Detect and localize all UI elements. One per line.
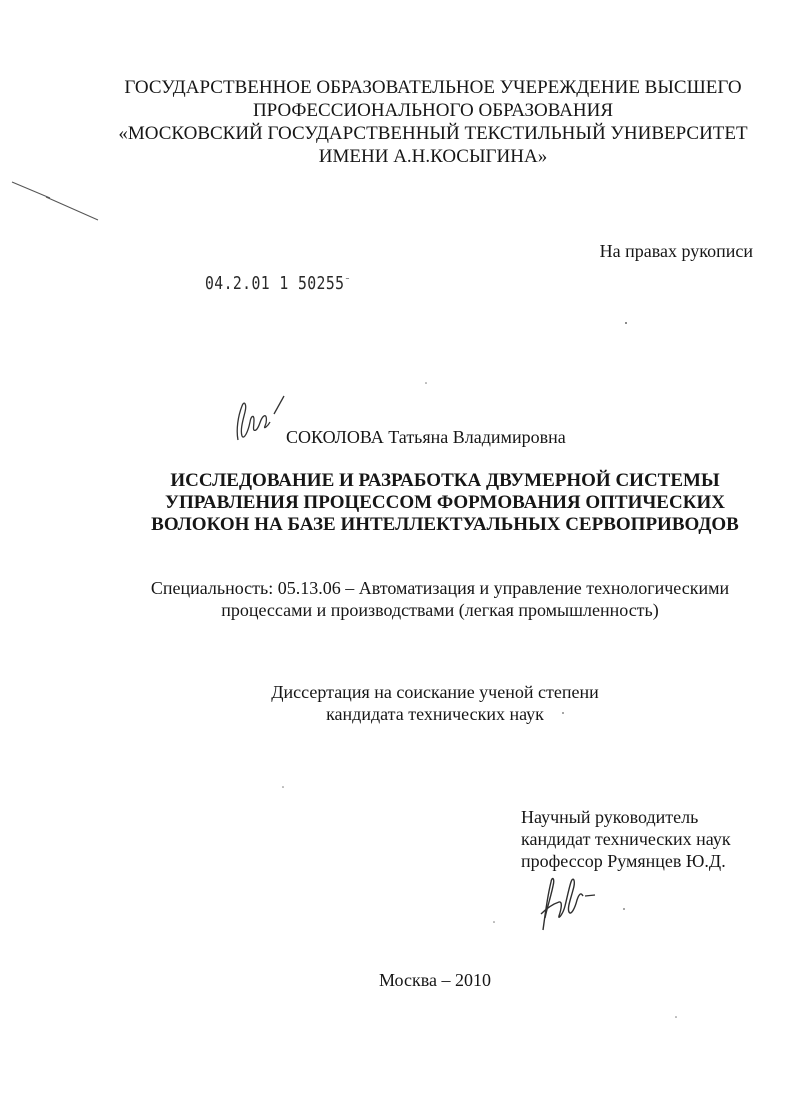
author-name: СОКОЛОВА Татьяна Владимировна <box>286 427 566 447</box>
degree-line: кандидата технических наук <box>326 704 544 724</box>
institution-line: ИМЕНИ А.Н.КОСЫГИНА» <box>318 146 548 167</box>
specialty-line: процессами и производствами (легкая промышленность) <box>221 600 659 620</box>
degree-line: Диссертация на соискание ученой степени <box>271 682 599 702</box>
city-year: Москва – 2010 <box>379 970 491 990</box>
supervisor-line: кандидат технических наук <box>521 829 731 849</box>
scan-mark-line <box>10 178 100 223</box>
degree-block <box>200 681 670 725</box>
manuscript-rights-note: На правах рукописи <box>599 241 753 261</box>
stamp-code-text: 04.2.01 1 50255 <box>205 273 345 294</box>
institution-line: ПРОФЕССИОНАЛЬНОГО ОБРАЗОВАНИЯ <box>252 100 614 121</box>
supervisor-block <box>521 806 731 872</box>
author-signature <box>230 392 290 447</box>
supervisor-signature <box>533 868 603 936</box>
specialty-line: Специальность: 05.13.06 – Автоматизация и управление технологическими <box>150 578 730 598</box>
supervisor-line: Научный руководитель <box>521 807 699 827</box>
institution-header <box>100 76 766 168</box>
title-line: ИССЛЕДОВАНИЕ И РАЗРАБОТКА ДВУМЕРНОЙ СИСТЕМЫ <box>170 470 720 491</box>
stamp-dash: ⁻ <box>344 273 351 287</box>
supervisor-line: профессор Румянцев Ю.Д. <box>521 851 726 871</box>
specialty-block <box>110 577 770 621</box>
institution-line: ГОСУДАРСТВЕННОЕ ОБРАЗОВАТЕЛЬНОЕ УЧЕРЕЖДЕНИЕ ВЫСШЕГО <box>124 77 742 98</box>
institution-line: «МОСКОВСКИЙ ГОСУДАРСТВЕННЫЙ ТЕКСТИЛЬНЫЙ УНИВЕРСИТЕТ <box>118 123 748 144</box>
title-line: УПРАВЛЕНИЯ ПРОЦЕССОМ ФОРМОВАНИЯ ОПТИЧЕСКИХ <box>165 492 725 513</box>
title-line: ВОЛОКОН НА БАЗЕ ИНТЕЛЛЕКТУАЛЬНЫХ СЕРВОПРИВОДОВ <box>151 514 739 535</box>
library-stamp-code <box>205 273 351 294</box>
dissertation-title <box>90 470 798 536</box>
